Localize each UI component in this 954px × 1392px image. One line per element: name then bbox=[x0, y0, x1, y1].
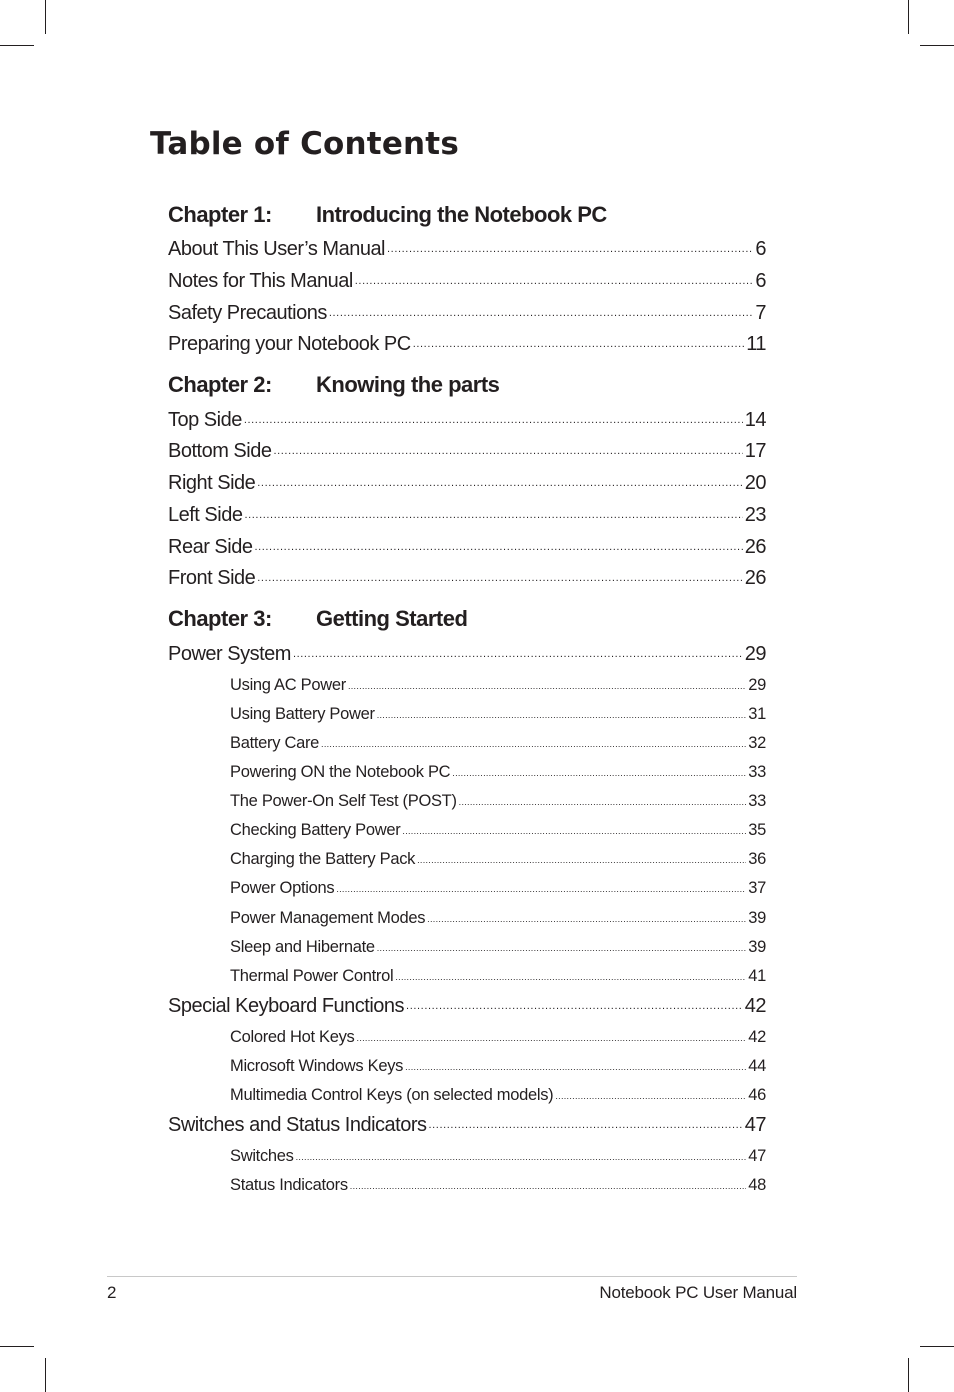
toc-entry-title: Power System bbox=[168, 643, 291, 665]
toc-entry-page: 31 bbox=[748, 705, 766, 723]
dot-leader bbox=[254, 540, 742, 558]
toc-entry-page: 44 bbox=[748, 1057, 766, 1075]
toc-entry-title: Status Indicators bbox=[230, 1176, 348, 1194]
toc-subentry[interactable] bbox=[230, 933, 766, 957]
toc-entry-title: Switches and Status Indicators bbox=[168, 1114, 427, 1136]
toc-entry-title: Colored Hot Keys bbox=[230, 1028, 355, 1046]
dot-leader bbox=[405, 1061, 746, 1076]
chapter-name: Knowing the parts bbox=[316, 372, 500, 397]
dot-leader bbox=[406, 999, 743, 1017]
toc-entry[interactable] bbox=[168, 232, 766, 260]
chapter-name: Getting Started bbox=[316, 606, 468, 631]
toc-entry-title: Thermal Power Control bbox=[230, 967, 394, 985]
toc-subentry[interactable] bbox=[230, 874, 766, 898]
dot-leader bbox=[257, 571, 742, 589]
toc-entry-title: Power Options bbox=[230, 879, 335, 897]
dot-leader bbox=[348, 680, 746, 695]
dot-leader bbox=[413, 337, 745, 355]
toc-entry[interactable] bbox=[168, 466, 766, 494]
toc-entry-title: Checking Battery Power bbox=[230, 821, 401, 839]
toc-entry-title: Switches bbox=[230, 1147, 294, 1165]
toc-entry-page: 39 bbox=[748, 909, 766, 927]
toc-entry-title: Using AC Power bbox=[230, 676, 346, 694]
toc-entry[interactable] bbox=[168, 1108, 766, 1136]
toc-entry-page: 6 bbox=[755, 270, 766, 292]
toc-entry-page: 48 bbox=[748, 1176, 766, 1194]
dot-leader bbox=[244, 413, 743, 431]
dot-leader bbox=[273, 444, 742, 462]
dot-leader bbox=[355, 274, 754, 292]
toc-subentry[interactable] bbox=[230, 1081, 766, 1105]
toc-entry-page: 11 bbox=[746, 333, 766, 355]
toc-entry-title: Sleep and Hibernate bbox=[230, 938, 375, 956]
toc-entry-page: 42 bbox=[744, 995, 766, 1017]
toc-entry-page: 42 bbox=[748, 1028, 766, 1046]
toc-entry-page: 47 bbox=[744, 1114, 766, 1136]
toc-subentry[interactable] bbox=[230, 758, 766, 782]
toc-entry[interactable] bbox=[168, 637, 766, 665]
dot-leader bbox=[377, 942, 746, 957]
dot-leader bbox=[244, 508, 742, 526]
toc-entry-page: 36 bbox=[748, 850, 766, 868]
toc-subentry[interactable] bbox=[230, 845, 766, 869]
toc-subentry[interactable] bbox=[230, 729, 766, 753]
toc-entry[interactable] bbox=[168, 530, 766, 558]
dot-leader bbox=[329, 306, 754, 324]
toc-entry-page: 14 bbox=[744, 409, 766, 431]
toc-entry-page: 35 bbox=[748, 821, 766, 839]
crop-mark bbox=[908, 1358, 909, 1392]
crop-mark bbox=[45, 0, 46, 34]
toc-entry-title: Power Management Modes bbox=[230, 909, 426, 927]
dot-leader bbox=[555, 1090, 746, 1105]
toc-entry-title: The Power-On Self Test (POST) bbox=[230, 792, 457, 810]
toc-entry-page: 41 bbox=[748, 967, 766, 985]
toc-entry-title: Bottom Side bbox=[168, 440, 272, 462]
toc-subentry[interactable] bbox=[230, 816, 766, 840]
toc-subentry[interactable] bbox=[230, 700, 766, 724]
crop-mark bbox=[920, 45, 954, 46]
toc-entry-page: 7 bbox=[755, 302, 766, 324]
toc-entry[interactable] bbox=[168, 434, 766, 462]
toc-entry-page: 20 bbox=[744, 472, 766, 494]
dot-leader bbox=[377, 709, 747, 724]
dot-leader bbox=[417, 854, 746, 869]
chapter-number: Chapter 1: bbox=[168, 202, 272, 227]
toc-entry-title: Special Keyboard Functions bbox=[168, 995, 405, 1017]
toc-entry-page: 32 bbox=[748, 734, 766, 752]
chapter-heading bbox=[168, 200, 607, 230]
toc-entry-page: 29 bbox=[748, 676, 766, 694]
chapter-heading bbox=[168, 370, 499, 400]
toc-entry-title: Safety Precautions bbox=[168, 302, 327, 324]
dot-leader bbox=[336, 883, 746, 898]
toc-entry[interactable] bbox=[168, 403, 766, 431]
toc-entry-title: Right Side bbox=[168, 472, 256, 494]
toc-entry-title: Powering ON the Notebook PC bbox=[230, 763, 451, 781]
toc-subentry[interactable] bbox=[230, 1023, 766, 1047]
toc-entry-page: 17 bbox=[744, 440, 766, 462]
chapter-number: Chapter 2: bbox=[168, 372, 272, 397]
dot-leader bbox=[459, 796, 747, 811]
toc-entry[interactable] bbox=[168, 327, 766, 355]
crop-mark bbox=[0, 45, 34, 46]
crop-mark bbox=[920, 1346, 954, 1347]
dot-leader bbox=[357, 1032, 747, 1047]
toc-entry-page: 33 bbox=[748, 763, 766, 781]
toc-entry-page: 29 bbox=[744, 643, 766, 665]
toc-entry-page: 33 bbox=[748, 792, 766, 810]
toc-subentry[interactable] bbox=[230, 1052, 766, 1076]
footer-page-number: 2 bbox=[107, 1283, 117, 1302]
crop-mark bbox=[908, 0, 909, 34]
toc-entry[interactable] bbox=[168, 498, 766, 526]
dot-leader bbox=[296, 1151, 747, 1166]
toc-subentry[interactable] bbox=[230, 962, 766, 986]
toc-subentry[interactable] bbox=[230, 904, 766, 928]
dot-leader bbox=[402, 825, 746, 840]
toc-entry-page: 26 bbox=[744, 536, 766, 558]
toc-subentry[interactable] bbox=[230, 671, 766, 695]
toc-entry-title: Charging the Battery Pack bbox=[230, 850, 416, 868]
toc-entry[interactable] bbox=[168, 561, 766, 589]
toc-entry-title: About This User’s Manual bbox=[168, 238, 386, 260]
dot-leader bbox=[350, 1180, 746, 1195]
toc-entry-page: 37 bbox=[748, 879, 766, 897]
toc-entry[interactable] bbox=[168, 296, 766, 324]
toc-subentry[interactable] bbox=[230, 1142, 766, 1166]
toc-entry[interactable] bbox=[168, 989, 766, 1017]
dot-leader bbox=[395, 971, 746, 986]
dot-leader bbox=[293, 647, 743, 665]
toc-subentry[interactable] bbox=[230, 1171, 766, 1195]
toc-entry-title: Using Battery Power bbox=[230, 705, 375, 723]
toc-entry-page: 39 bbox=[748, 938, 766, 956]
toc-entry-title: Microsoft Windows Keys bbox=[230, 1057, 404, 1075]
toc-entry-title: Rear Side bbox=[168, 536, 253, 558]
toc-entry-page: 6 bbox=[755, 238, 766, 260]
toc-entry-title: Multimedia Control Keys (on selected models) bbox=[230, 1086, 554, 1104]
toc-entry-title: Left Side bbox=[168, 504, 243, 526]
footer-manual-title: Notebook PC User Manual bbox=[599, 1283, 797, 1302]
toc-entry-page: 26 bbox=[744, 567, 766, 589]
toc-entry-page: 23 bbox=[744, 504, 766, 526]
toc-entry-title: Notes for This Manual bbox=[168, 270, 353, 292]
toc-entry-page: 46 bbox=[748, 1086, 766, 1104]
chapter-heading bbox=[168, 604, 467, 634]
dot-leader bbox=[428, 1118, 742, 1136]
toc-subentry[interactable] bbox=[230, 787, 766, 811]
toc-entry[interactable] bbox=[168, 264, 766, 292]
toc-entry-title: Preparing your Notebook PC bbox=[168, 333, 411, 355]
toc-entry-title: Front Side bbox=[168, 567, 256, 589]
chapter-number: Chapter 3: bbox=[168, 606, 272, 631]
toc-entry-title: Battery Care bbox=[230, 734, 320, 752]
dot-leader bbox=[427, 913, 746, 928]
crop-mark bbox=[0, 1346, 34, 1347]
crop-mark bbox=[45, 1358, 46, 1392]
dot-leader bbox=[321, 738, 746, 753]
footer-divider bbox=[107, 1276, 797, 1277]
dot-leader bbox=[387, 242, 753, 260]
toc-entry-title: Top Side bbox=[168, 409, 242, 431]
toc-entry-page: 47 bbox=[748, 1147, 766, 1165]
chapter-name: Introducing the Notebook PC bbox=[316, 202, 607, 227]
dot-leader bbox=[257, 476, 742, 494]
page-title: Table of Contents bbox=[150, 126, 459, 162]
dot-leader bbox=[452, 767, 746, 782]
